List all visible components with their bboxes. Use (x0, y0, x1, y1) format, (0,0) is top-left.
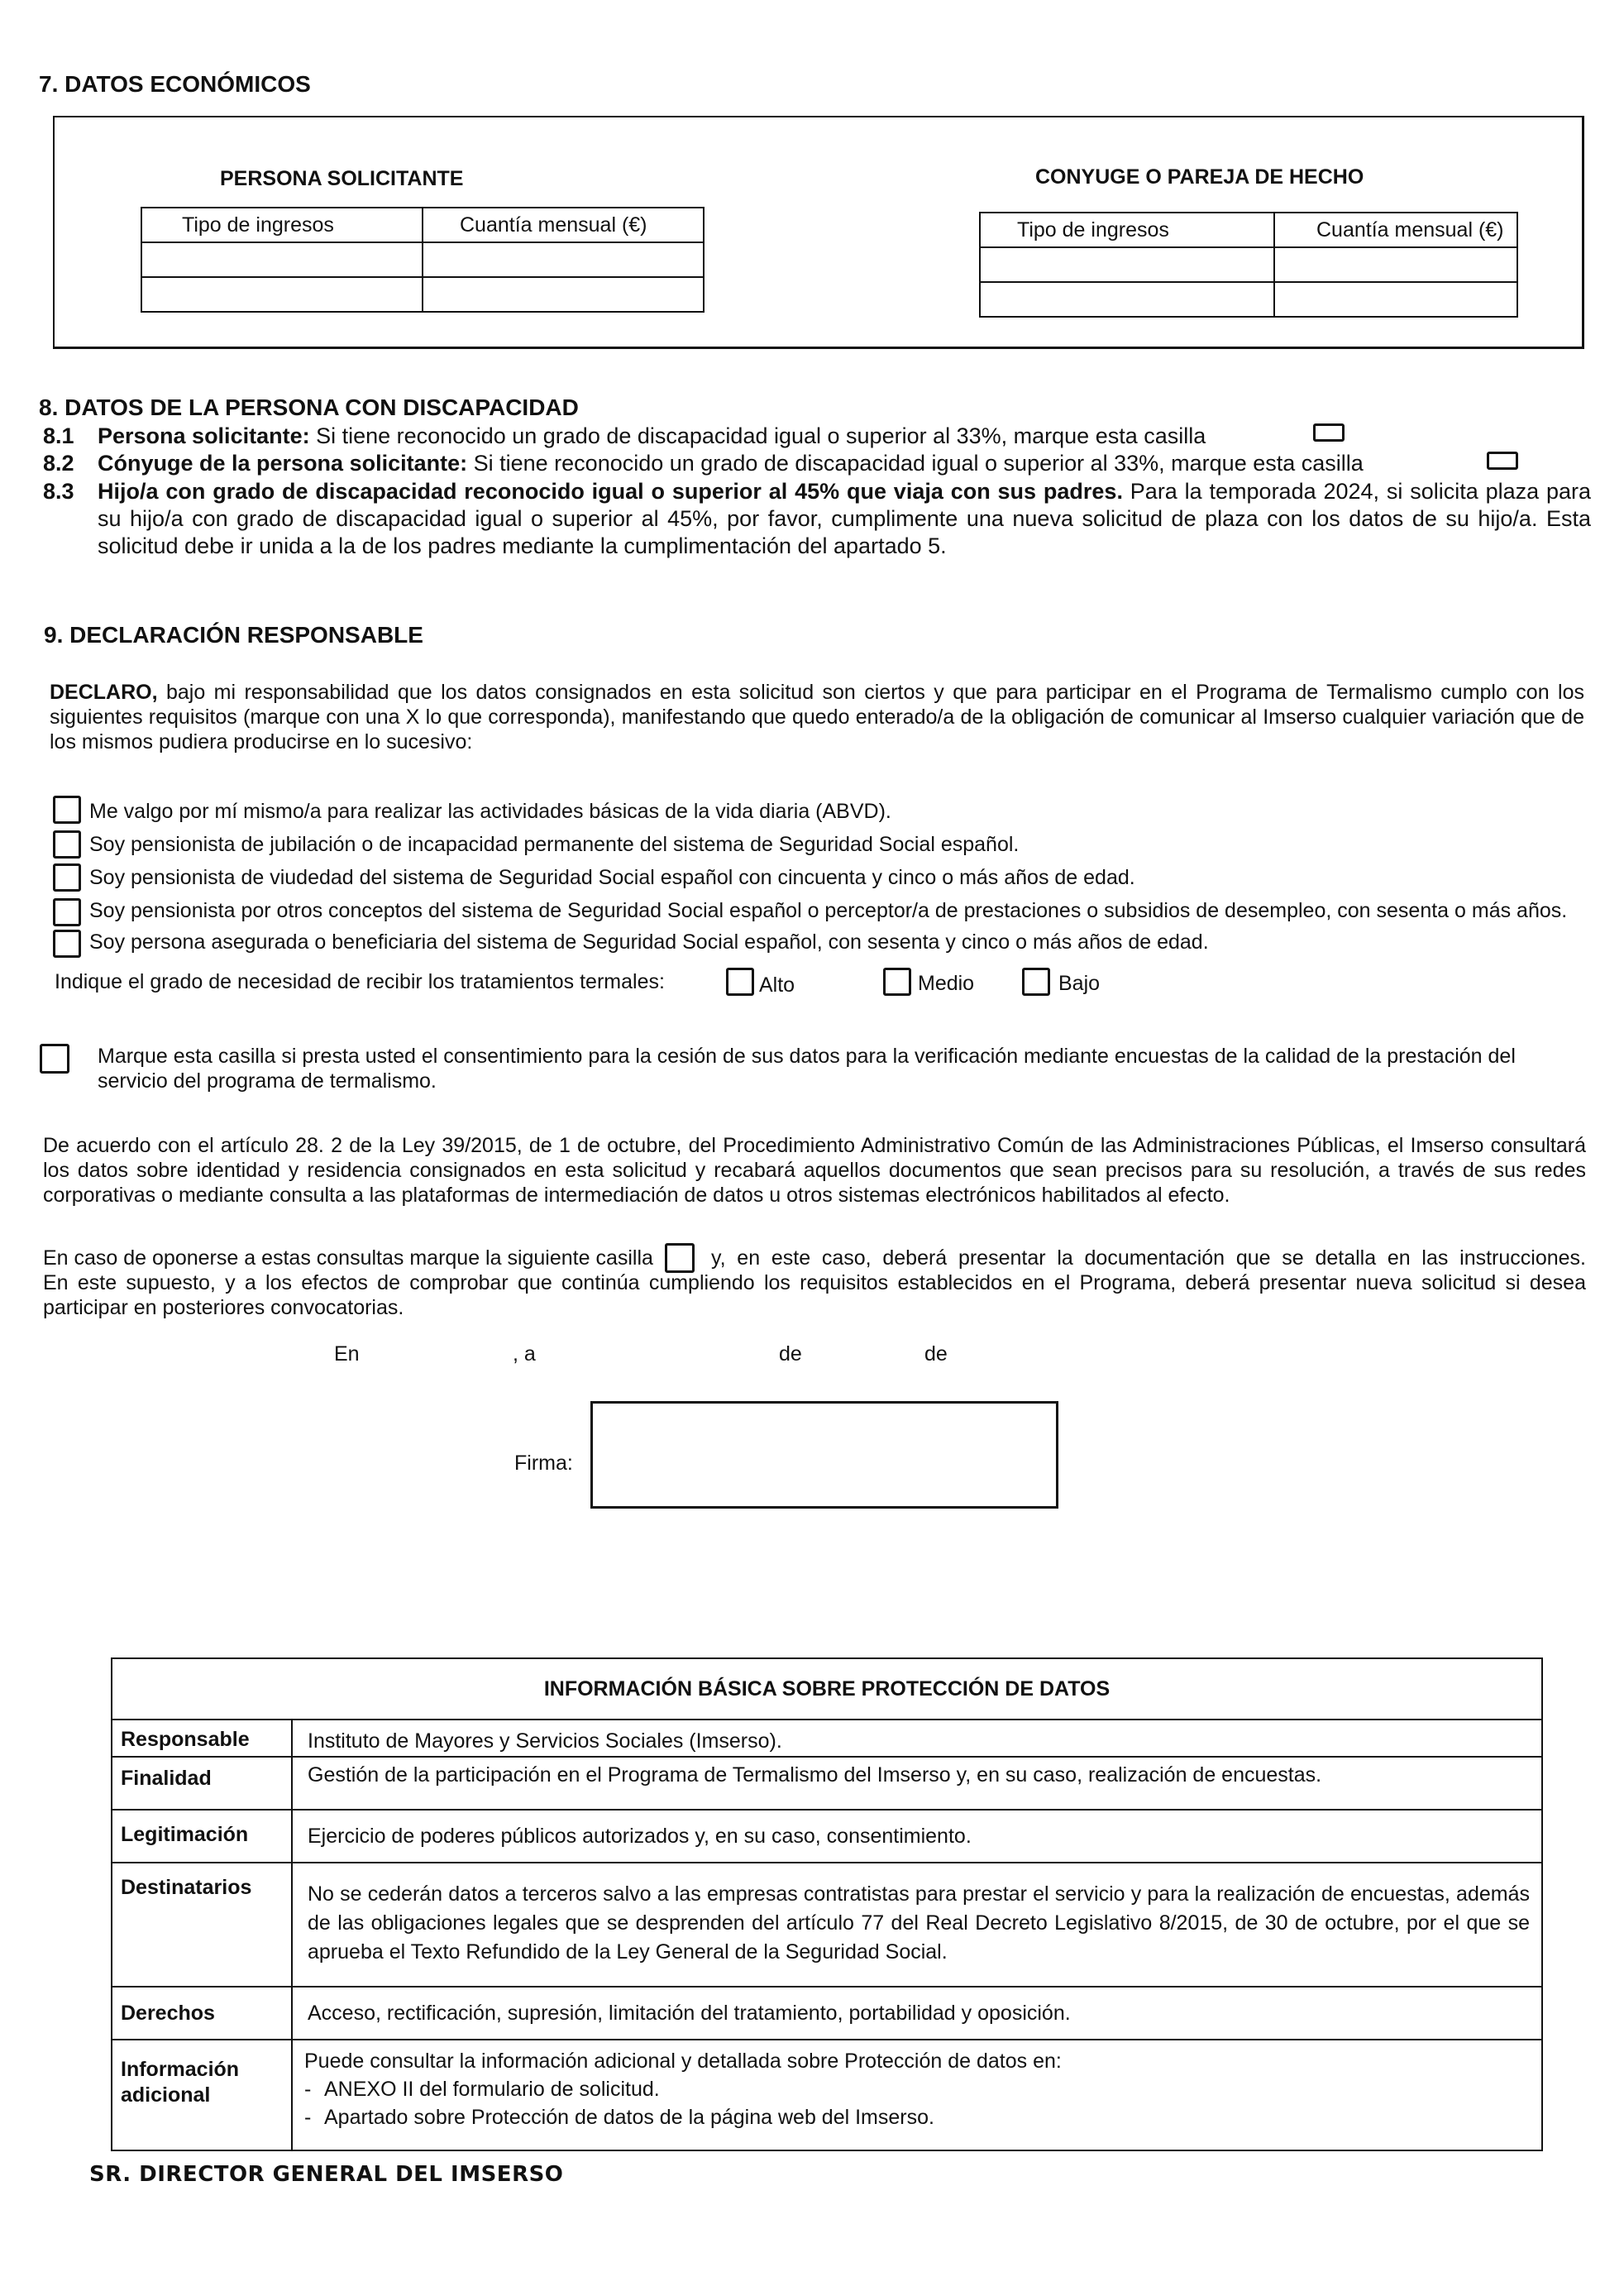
dp-value-info-adicional: Puede consultar la información adicional y detallada sobre Protección de datos en: - ANEXO II del formulario de solicitud. - Apartado sobre Protección de datos de la página web del Imserso. (292, 2040, 1542, 2150)
dp-info-item-1: - ANEXO II del formulario de solicitud. (304, 2078, 660, 2101)
dp-label-info-adicional: Información adicional (112, 2040, 292, 2150)
requirement-checkbox-5[interactable] (53, 930, 81, 958)
requirement-text-3: Soy pensionista de viudedad del sistema de Seguridad Social español con cincuenta y cinco o más años de edad. (89, 866, 1135, 889)
spouse-income-type-2[interactable] (980, 282, 1274, 317)
dp-label-legitimacion: Legitimación (112, 1810, 292, 1863)
signature-label: Firma: (514, 1452, 573, 1475)
dp-info-item-2: - Apartado sobre Protección de datos de la página web del Imserso. (304, 2106, 934, 2129)
oppose-paragraph: En caso de oponerse a estas consultas marque la siguiente casilla y, en este caso, deberá presentar la documentación que se detalla en las instrucciones. En este supuesto, y a los efectos de comprobar que continúa cumpliendo los requisitos establecidos en el Programa, deberá presentar nueva solicitud si desea participar en posteriores convocatorias. (43, 1246, 1586, 1320)
data-protection-title: INFORMACIÓN BÁSICA SOBRE PROTECCIÓN DE DATOS (112, 1658, 1542, 1720)
applicant-income-amount-1[interactable] (423, 242, 704, 277)
applicant-header-amount: Cuantía mensual (€) (423, 208, 704, 242)
requirement-checkbox-4[interactable] (53, 898, 81, 926)
requirement-text-5: Soy persona asegurada o beneficiaria del sistema de Seguridad Social español, con sesenta y cinco o más años de edad. (89, 930, 1209, 954)
need-bajo-label: Bajo (1058, 972, 1101, 995)
spouse-disability-checkbox[interactable] (1487, 452, 1518, 470)
spouse-income-amount-1[interactable] (1274, 247, 1517, 282)
dp-value-finalidad: Gestión de la participación en el Programa de Termalismo del Imserso y, en su caso, realización de encuestas. (292, 1757, 1542, 1810)
spouse-header-amount: Cuantía mensual (€) (1274, 213, 1517, 247)
requirement-text-1: Me valgo por mí mismo/a para realizar las actividades básicas de la vida diaria (ABVD). (89, 800, 891, 823)
place-a-label: , a (513, 1342, 536, 1366)
dp-label-destinatarios: Destinatarios (112, 1863, 292, 1987)
need-medio-label: Medio (918, 972, 975, 995)
need-alto-checkbox[interactable] (726, 968, 754, 996)
law-paragraph: De acuerdo con el artículo 28. 2 de la Ley 39/2015, de 1 de octubre, del Procedimiento Administrativo Común de las Administraciones Públicas, el Imserso consultará los datos sobre identidad y residencia consignados en esta solicitud y recabará aquellos documentos que sean precisos para su resolución, a través de sus redes corporativas o mediante consulta a las plataformas de intermediación de datos u otros sistemas electrónicos habilitados al efecto. (43, 1134, 1586, 1207)
oppose-checkbox[interactable] (665, 1243, 695, 1273)
requirement-text-4: Soy pensionista por otros conceptos del sistema de Seguridad Social español o perceptor/a de prestaciones o subsidios de desempleo, con sesenta o más años. (89, 899, 1568, 922)
applicant-income-type-1[interactable] (141, 242, 423, 277)
requirement-checkbox-1[interactable] (53, 796, 81, 824)
section-7-title: 7. DATOS ECONÓMICOS (39, 71, 311, 97)
dp-value-destinatarios: No se cederán datos a terceros salvo a las empresas contratistas para prestar el servicio y para la realización de encuestas, además de las obligaciones legales que se desprenden del artículo 77 del Real Decreto Legislativo 8/2015, de 30 de octubre, por el que se aprueba el Texto Refundido de la Ley General de la Seguridad Social. (292, 1863, 1542, 1987)
requirement-checkbox-2[interactable] (53, 830, 81, 859)
need-alto-label: Alto (759, 973, 795, 997)
dp-value-responsable: Instituto de Mayores y Servicios Sociales (Imserso). (292, 1720, 1542, 1757)
applicant-income-table (141, 207, 705, 313)
dp-value-derechos: Acceso, rectificación, supresión, limitación del tratamiento, portabilidad y oposición. (292, 1987, 1542, 2040)
need-label: Indique el grado de necesidad de recibir los tratamientos termales: (55, 970, 665, 993)
date-de-label-1: de (779, 1342, 802, 1366)
applicant-income-type-2[interactable] (141, 277, 423, 312)
spouse-title: CONYUGE O PAREJA DE HECHO (1035, 165, 1364, 189)
dp-label-finalidad: Finalidad (112, 1757, 292, 1810)
disability-item-8-3: 8.3 Hijo/a con grado de discapacidad reconocido igual o superior al 45% que viaja con sus padres. Para la temporada 2024, si solicita plaza para su hijo/a con grado de discapacidad igual o superior al 45%, por favor, cumplimente una nueva solicitud de plaza con los datos de su hijo/a. Esta solicitud debe ir unida a la de los padres mediante la cumplimentación del apartado 5. (43, 479, 1591, 558)
consent-checkbox[interactable] (40, 1044, 69, 1074)
spouse-income-table (979, 212, 1518, 318)
requirement-checkbox-3[interactable] (53, 863, 81, 892)
section-9-title: 9. DECLARACIÓN RESPONSABLE (44, 622, 423, 648)
consent-text: Marque esta casilla si presta usted el consentimiento para la cesión de sus datos para la verificación mediante encuestas de la calidad de la prestación del servicio del programa de termalismo. (98, 1045, 1516, 1093)
footer-addressee: SR. DIRECTOR GENERAL DEL IMSERSO (89, 2162, 564, 2187)
disability-item-8-2: 8.2 Cónyuge de la persona solicitante: Si tiene reconocido un grado de discapacidad igual o superior al 33%, marque esta casilla (43, 451, 1364, 476)
applicant-header-type: Tipo de ingresos (141, 208, 423, 242)
requirement-text-2: Soy pensionista de jubilación o de incapacidad permanente del sistema de Seguridad Social español. (89, 833, 1020, 856)
applicant-income-amount-2[interactable] (423, 277, 704, 312)
spouse-header-type: Tipo de ingresos (980, 213, 1274, 247)
applicant-title: PERSONA SOLICITANTE (220, 167, 464, 190)
need-bajo-checkbox[interactable] (1022, 968, 1050, 996)
place-en-label: En (334, 1342, 360, 1366)
declaration-paragraph: DECLARO, bajo mi responsabilidad que los datos consignados en esta solicitud son ciertos y que para participar en el Programa de Termalismo cumplo con los siguientes requisitos (marque con una X lo que corresponda), manifestando que quedo enterado/a de la obligación de comunicar al Imserso cualquier variación que de los mismos pudiera producirse en lo sucesivo: (50, 681, 1584, 753)
spouse-income-type-1[interactable] (980, 247, 1274, 282)
date-de-label-2: de (924, 1342, 948, 1366)
applicant-disability-checkbox[interactable] (1313, 423, 1345, 442)
dp-label-derechos: Derechos (112, 1987, 292, 2040)
data-protection-table (111, 1657, 1543, 2151)
section-8-title: 8. DATOS DE LA PERSONA CON DISCAPACIDAD (39, 395, 579, 420)
spouse-income-amount-2[interactable] (1274, 282, 1517, 317)
disability-item-8-1: 8.1 Persona solicitante: Si tiene reconocido un grado de discapacidad igual o superior al 33%, marque esta casilla (43, 423, 1206, 448)
dp-label-responsable: Responsable (112, 1720, 292, 1757)
dp-value-legitimacion: Ejercicio de poderes públicos autorizados y, en su caso, consentimiento. (292, 1810, 1542, 1863)
need-medio-checkbox[interactable] (883, 968, 911, 996)
signature-box[interactable] (590, 1401, 1058, 1509)
